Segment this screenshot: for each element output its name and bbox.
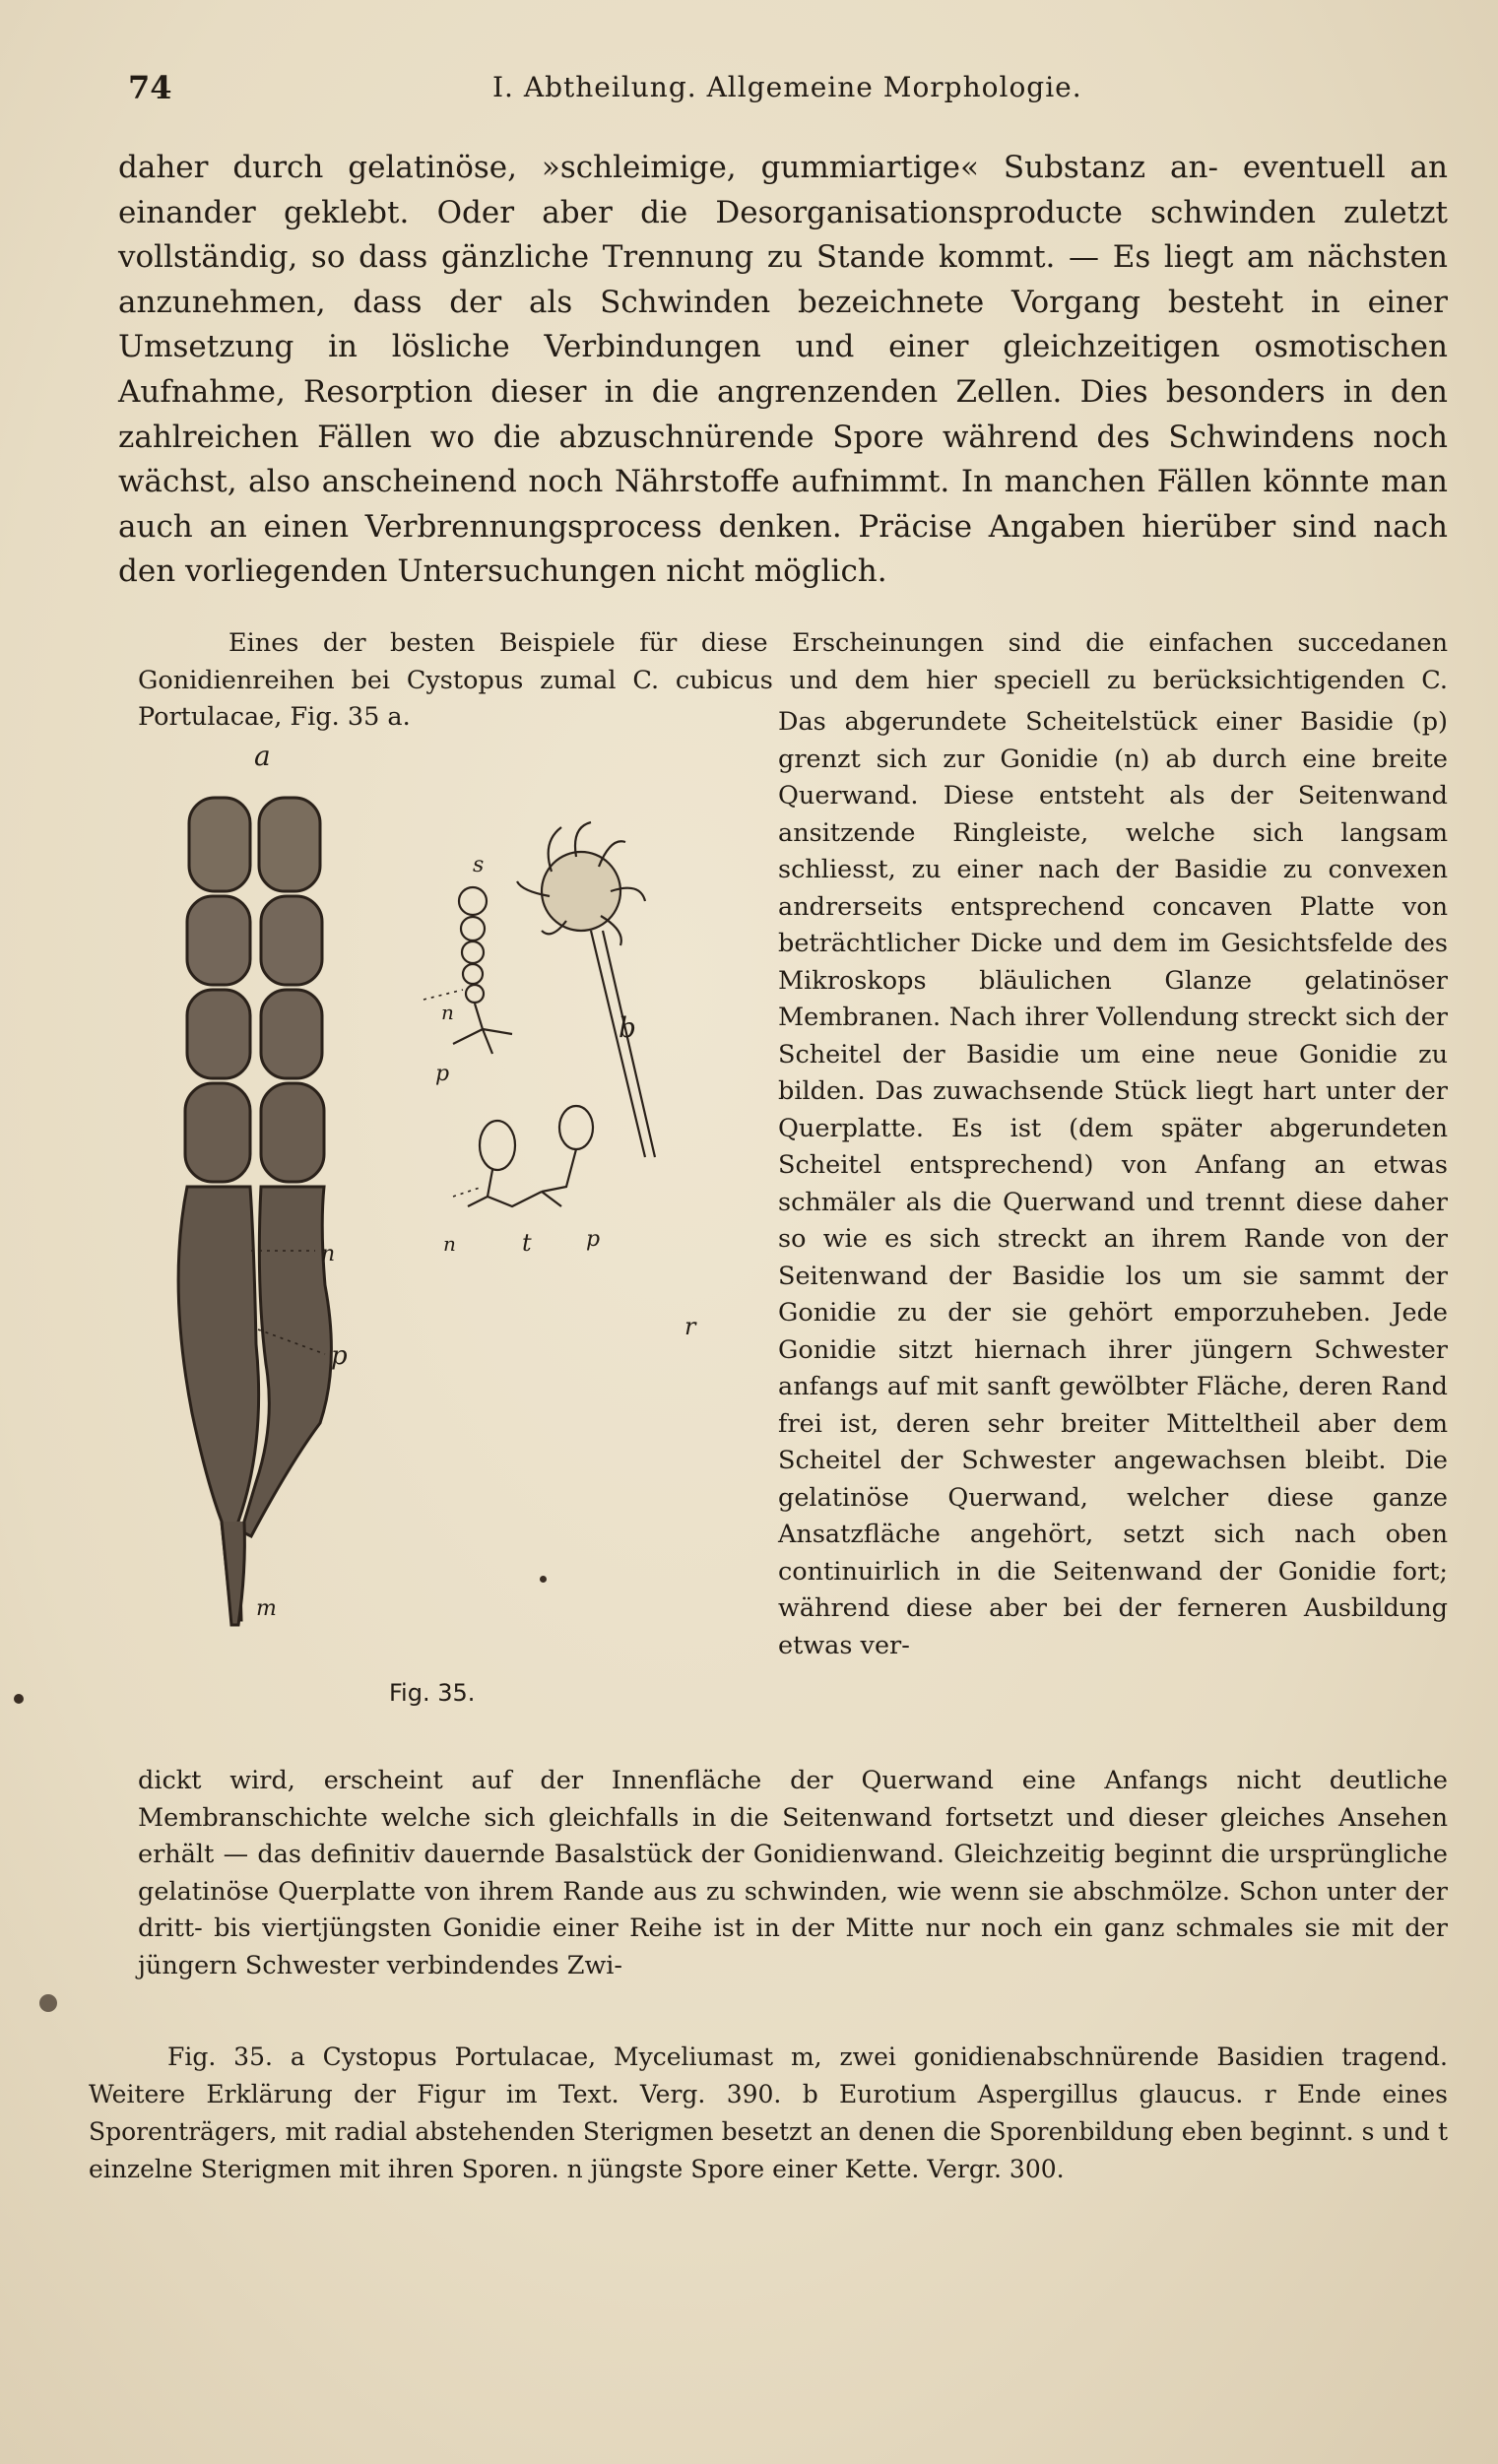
label-a: a <box>254 740 271 772</box>
main-text <box>118 146 1448 595</box>
small-intro-paragraph: Eines der besten Beispiele für diese Erscheinungen sind die einfachen succedanen Gonidienreihen bei Cystopus zumal C. cubicus und dem hier speciell zu berücksichtigenden C. Portulacae, Fig. 35 a. <box>138 628 1448 732</box>
mycelium <box>222 1522 244 1625</box>
sporentraeger-head <box>517 822 655 1157</box>
spore <box>462 941 484 963</box>
figure-label: Fig. 35. <box>389 1679 476 1707</box>
right-column-text <box>778 704 1448 1664</box>
figure-35 <box>128 734 763 1709</box>
gonidium <box>261 990 322 1078</box>
page-number: 74 <box>128 69 172 106</box>
label-n-chain: n <box>441 1001 454 1024</box>
bottom-text <box>138 1763 1448 1984</box>
ink-speck <box>39 1994 57 2012</box>
label-t: t <box>522 1229 532 1257</box>
label-n-pair: n <box>443 1232 456 1256</box>
label-p-chain: p <box>435 1062 450 1086</box>
label-p-basidie: p <box>331 1341 348 1371</box>
label-b: b <box>619 1011 636 1044</box>
gonidium <box>189 798 250 891</box>
caption-paragraph: Fig. 35. a Cystopus Portulacae, Myceliumast m, zwei gonidienabschnürende Basidien tragend. Weitere Erklärung der Figur im Text. Verg. 390. b Eurotium Aspergillus glaucus. r Ende eines Sporenträgers, mit radial abstehenden Sterigmen besetzt an denen die Sporenbildung eben beginnt. s und t einzelne Sterigmen mit ihren Sporen. n jüngste Spore einer Kette. Vergr. 300. <box>89 2043 1448 2183</box>
right-column-paragraph: Das abgerundete Scheitelstück einer Basidie (p) grenzt sich zur Gonidie (n) ab durch eine breite Querwand. Diese entsteht als der Seitenwand ansitzende Ringleiste, welche sich langsam schliesst, zu einer nach der Basidie zu convexen andrerseits entsprechend concaven Platte von beträchtlicher Dicke und dem im Gesichtsfelde des Mikroskops bläulichen Glanze gelatinöser Membranen. Nach ihrer Vollendung streckt sich der Scheitel der Basidie um eine neue Gonidie zu bilden. Das zuwachsende Stück liegt hart unter der Querplatte. Es ist (dem später abgerundeten Scheitel entsprechend) von Anfang an etwas schmäler als die Querwand und trennt diese daher so wie es sich streckt an ihrem Rande von der Seitenwand der Basidie los um sie sammt der Gonidie zu der sie gehört emporzuheben. Jede Gonidie sitzt hiernach ihrer jüngern Schwester anfangs auf mit sanft gewölbter Fläche, deren Rand frei ist, deren sehr breiter Mitteltheil aber dem Scheitel der Schwester angewachsen bleibt. Die gelatinöse Querwand, welcher diese ganze Ansatzfläche angehört, setzt sich nach oben continuirlich in die Seitenwand der Gonidie fort; während diese aber bei der ferneren Ausbildung etwas ver- <box>778 707 1448 1660</box>
ink-speck <box>14 1694 24 1704</box>
label-n-gonidie: n <box>321 1242 336 1266</box>
spore <box>459 887 487 915</box>
gonidium <box>185 1083 250 1182</box>
spore <box>461 917 485 940</box>
basidium <box>178 1187 259 1620</box>
page-header <box>118 69 1458 118</box>
spore <box>463 964 483 984</box>
gonidium <box>261 896 322 985</box>
label-s: s <box>473 853 485 877</box>
spore <box>466 985 484 1003</box>
ink-speck <box>540 1576 547 1583</box>
gonidium <box>187 990 250 1078</box>
spore <box>559 1106 593 1149</box>
label-m: m <box>256 1596 277 1621</box>
label-r: r <box>684 1313 696 1340</box>
figure-caption <box>89 2039 1448 2188</box>
spore <box>480 1121 515 1170</box>
sterigma <box>468 1149 576 1206</box>
sterigma <box>453 1004 512 1054</box>
figure-drawing <box>128 734 763 1709</box>
gonidium <box>259 798 320 891</box>
main-paragraph: daher durch gelatinöse, »schleimige, gummiartige« Substanz an- eventuell an einander geklebt. Oder aber die Desorganisationsproducte schwinden zuletzt vollständig, so dass gänzliche Trennung zu Stande kommt. — Es liegt am nächsten anzunehmen, dass der als Schwinden bezeichnete Vorgang besteht in einer Umsetzung in lösliche Verbindungen und einer gleichzeitigen osmotischen Aufnahme, Resorption dieser in die angrenzenden Zellen. Dies besonders in den zahlreichen Fällen wo die abzuschnürende Spore während des Schwindens noch wächst, also anscheinend noch Nährstoffe aufnimmt. In manchen Fällen könnte man auch an einen Verbrennungsprocess denken. Präcise Angaben hierüber sind nach den vorliegenden Untersuchungen nicht möglich. <box>118 150 1448 590</box>
label-p-pair: p <box>586 1227 601 1252</box>
gonidium <box>187 896 250 985</box>
bottom-paragraph: dickt wird, erscheint auf der Innenfläche der Querwand eine Anfangs nicht deutliche Membranschichte welche sich gleichfalls in die Seitenwand fortsetzt und dieser gleiches Ansehen erhält — das definitiv dauernde Basalstück der Gonidienwand. Gleichzeitig beginnt die ursprüngliche gelatinöse Querplatte von ihrem Rande aus zu schwinden, wie wenn sie abschmölze. Schon unter der dritt- bis viertjüngsten Gonidie einer Reihe ist in der Mitte nur noch ein ganz schmales sie mit der jüngern Schwester verbindendes Zwi- <box>138 1766 1448 1980</box>
running-title: I. Abtheilung. Allgemeine Morphologie. <box>492 71 1082 103</box>
gonidium <box>261 1083 324 1182</box>
